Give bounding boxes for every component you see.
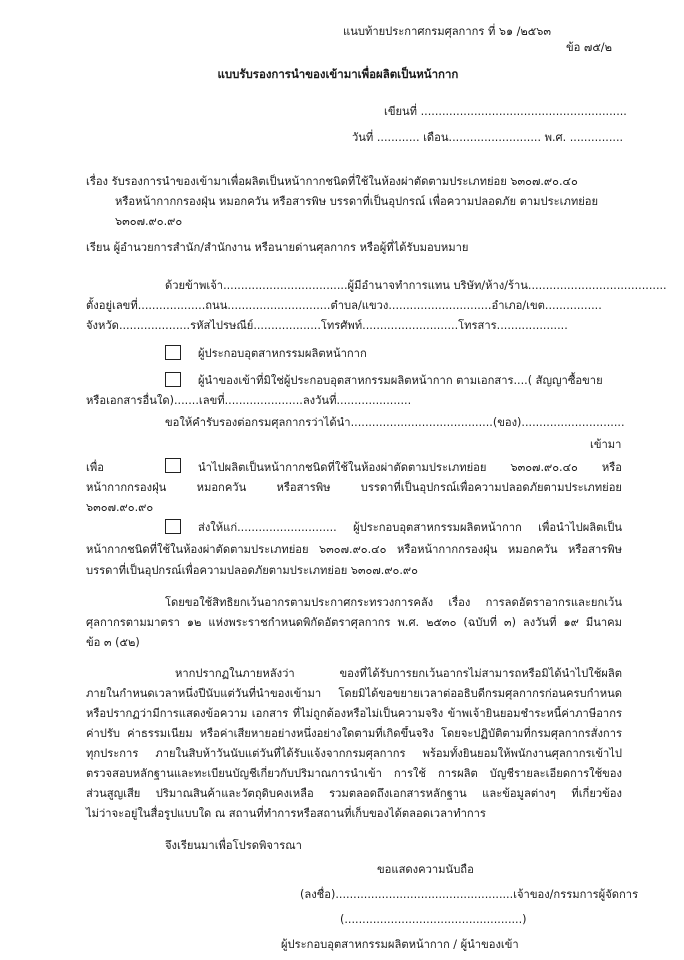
declarant-line-1: ด้วยข้าพเจ้า...................................ผู้มีอำนาจทำการแทน บริษัท/ห้าง/ร้าน.......................................: [165, 279, 667, 292]
subject-line-3: ๖๓๐๗.๙๐.๙๐: [115, 215, 183, 228]
import-label: เข้ามา: [590, 438, 622, 451]
declarant-line-3: จังหวัด....................รหัสไปรษณีย์...................โทรศัพท์...........................โทรสาร....................: [86, 319, 568, 332]
purpose-production-checkbox[interactable]: [165, 458, 181, 473]
purpose-transfer-line-3: บรรดาที่เป็นอุปกรณ์เพื่อความปลอดภัยตามประเภทย่อย ๖๓๐๗.๙๐.๙๐: [86, 564, 418, 577]
importer-checkbox[interactable]: [165, 372, 181, 387]
exemption-line-2: ศุลกากรตามมาตรา ๑๒ แห่งพระราชกำหนดพิกัดอัตราศุลกากร พ.ศ. ๒๕๓๐ (ฉบับที่ ๓) ลงวันที่ ๑๙ มีนาคม: [86, 616, 622, 629]
purpose-transfer-line-2: หน้ากากชนิดที่ใช้ในห้องผ่าตัดตามประเภทย่อย ๖๓๐๗.๙๐.๔๐ หรือหน้ากากกรองฝุ่น หมอกควัน หรือสารพิษ: [86, 543, 622, 556]
undertaking-line-3: หรือปรากฏว่ามีการแสดงข้อความ เอกสาร ที่ไม่ถูกต้องหรือไม่เป็นความจริง ข้าพเจ้ายินยอมชำระหนี้ค่าภาษีอากร: [86, 707, 622, 720]
subject-line-1: เรื่อง รับรองการนำของเข้ามาเพื่อผลิตเป็นหน้ากากชนิดที่ใช้ในห้องผ่าตัดตามประเภทย่อย ๖๓๐๗.๙๐.๔๐: [86, 175, 578, 188]
page-title: แบบรับรองการนำของเข้ามาเพื่อผลิตเป็นหน้ากาก: [217, 67, 459, 81]
undertaking-line-4: ค่าปรับ ค่าธรรมเนียม หรือค่าเสียหายอย่างหนึ่งอย่างใดตามที่เกิดขึ้นจริง โดยจะปฏิบัติตามที่กรมศุลกากรสั่งการ: [86, 727, 622, 740]
annex-reference: แนบท้ายประกาศกรมศุลกากร ที่ ๖๑ /๒๕๖๓: [343, 25, 552, 38]
purpose-production-line-2: หน้ากากกรองฝุ่น หมอกควัน หรือสารพิษ บรรดาที่เป็นอุปกรณ์เพื่อความปลอดภัยตามประเภทย่อย: [86, 481, 622, 494]
purpose-transfer-line-1: ส่งให้แก่............................ ผู้ประกอบอุตสาหกรรมผลิตหน้ากาก เพื่อนำไปผลิตเป็น: [198, 521, 622, 534]
importer-label-line-1: ผู้นำของเข้าที่มิใช่ผู้ประกอบอุตสาหกรรมผลิตหน้ากาก ตามเอกสาร....( สัญญาซื้อขาย: [198, 374, 603, 387]
closing-text: จึงเรียนมาเพื่อโปรดพิจารณา: [165, 839, 302, 852]
undertaking-line-5: ทุกประการ ภายในสิบห้าวันนับแต่วันที่ได้รับแจ้งจากกรมศุลกากร พร้อมทั้งยินยอมให้พนักงานศุลกากรเข้าไป: [86, 747, 622, 760]
exemption-line-3: ข้อ ๓ (๕๒): [86, 636, 140, 649]
declarant-line-2: ตั้งอยู่เลขที่...................ถนน.............................ตำบล/แขวง.............................อำเภอ/เขต................: [86, 299, 602, 312]
manufacturer-label: ผู้ประกอบอุตสาหกรรมผลิตหน้ากาก: [198, 347, 367, 360]
recipient: เรียน ผู้อำนวยการสำนัก/สำนักงาน หรือนายด่านศุลกากร หรือผู้ที่ได้รับมอบหมาย: [86, 241, 469, 254]
undertaking-line-7: ส่วนสูญเสีย ปริมาณสินค้าและวัตถุดิบคงเหลือ รวมตลอดถึงเอกสารหลักฐาน และข้อมูลต่างๆ ที่เกี่ยวข้อง: [86, 787, 622, 800]
purpose-production-line-1: นำไปผลิตเป็นหน้ากากชนิดที่ใช้ในห้องผ่าตัดตามประเภทย่อย ๖๓๐๗.๙๐.๔๐ หรือ: [198, 461, 622, 474]
subject-line-2: หรือหน้ากากกรองฝุ่น หมอกควัน หรือสารพิษ บรรดาที่เป็นอุปกรณ์ เพื่อความปลอดภัย ตามประเภทย่อย: [115, 195, 599, 208]
regards-text: ขอแสดงความนับถือ: [377, 863, 474, 876]
signatory-name-field: (..................................................): [340, 913, 527, 926]
undertaking-line-1: หากปรากฏในภายหลังว่า ของที่ได้รับการยกเว้นอากรไม่สามารถหรือมิได้นำไปใช้ผลิต: [175, 667, 622, 680]
purpose-label: เพื่อ: [86, 461, 104, 474]
undertaking-line-6: ตรวจสอบหลักฐานและทะเบียนบัญชีเกี่ยวกับปริมาณการนำเข้า การใช้ การผลิต บัญชีรายละเอียดการใช้ของ: [86, 767, 622, 780]
exemption-line-1: โดยขอใช้สิทธิยกเว้นอากรตามประกาศกระทรวงการคลัง เรื่อง การลดอัตราอากรและยกเว้น: [165, 596, 622, 609]
request-line: ขอให้คำรับรองต่อกรมศุลกากรว่าได้นำ........................................(ของ).............................: [165, 416, 625, 429]
signatory-role: ผู้ประกอบอุตสาหกรรมผลิตหน้ากาก / ผู้นำของเข้า: [281, 938, 519, 951]
importer-label-line-2: หรือเอกสารอื่นใด).......เลขที่......................ลงวันที่.....................: [86, 394, 412, 407]
signature-field: (ลงชื่อ)..................................................เจ้าของ/กรรมการผู้จัดการ: [300, 888, 639, 901]
undertaking-line-8: ไม่ว่าจะอยู่ในสื่อรูปแบบใด ณ สถานที่ทำการหรือสถานที่เก็บของได้ตลอดเวลาทำการ: [86, 807, 486, 820]
written-at-field: เขียนที่ ..........................................................: [384, 105, 627, 118]
purpose-transfer-checkbox[interactable]: [165, 519, 181, 534]
manufacturer-checkbox[interactable]: [165, 345, 181, 360]
purpose-production-line-3: ๖๓๐๗.๙๐.๙๐: [86, 501, 154, 514]
undertaking-line-2: ภายในกำหนดเวลาหนึ่งปีนับแต่วันที่นำของเข้ามา โดยมิได้ขอขยายเวลาต่ออธิบดีกรมศุลกากรก่อนครบกำหนด: [86, 687, 622, 700]
clause-reference: ข้อ ๗๕/๒: [566, 41, 612, 54]
date-field: วันที่ ............ เดือน.......................... พ.ศ. ...............: [352, 131, 624, 144]
